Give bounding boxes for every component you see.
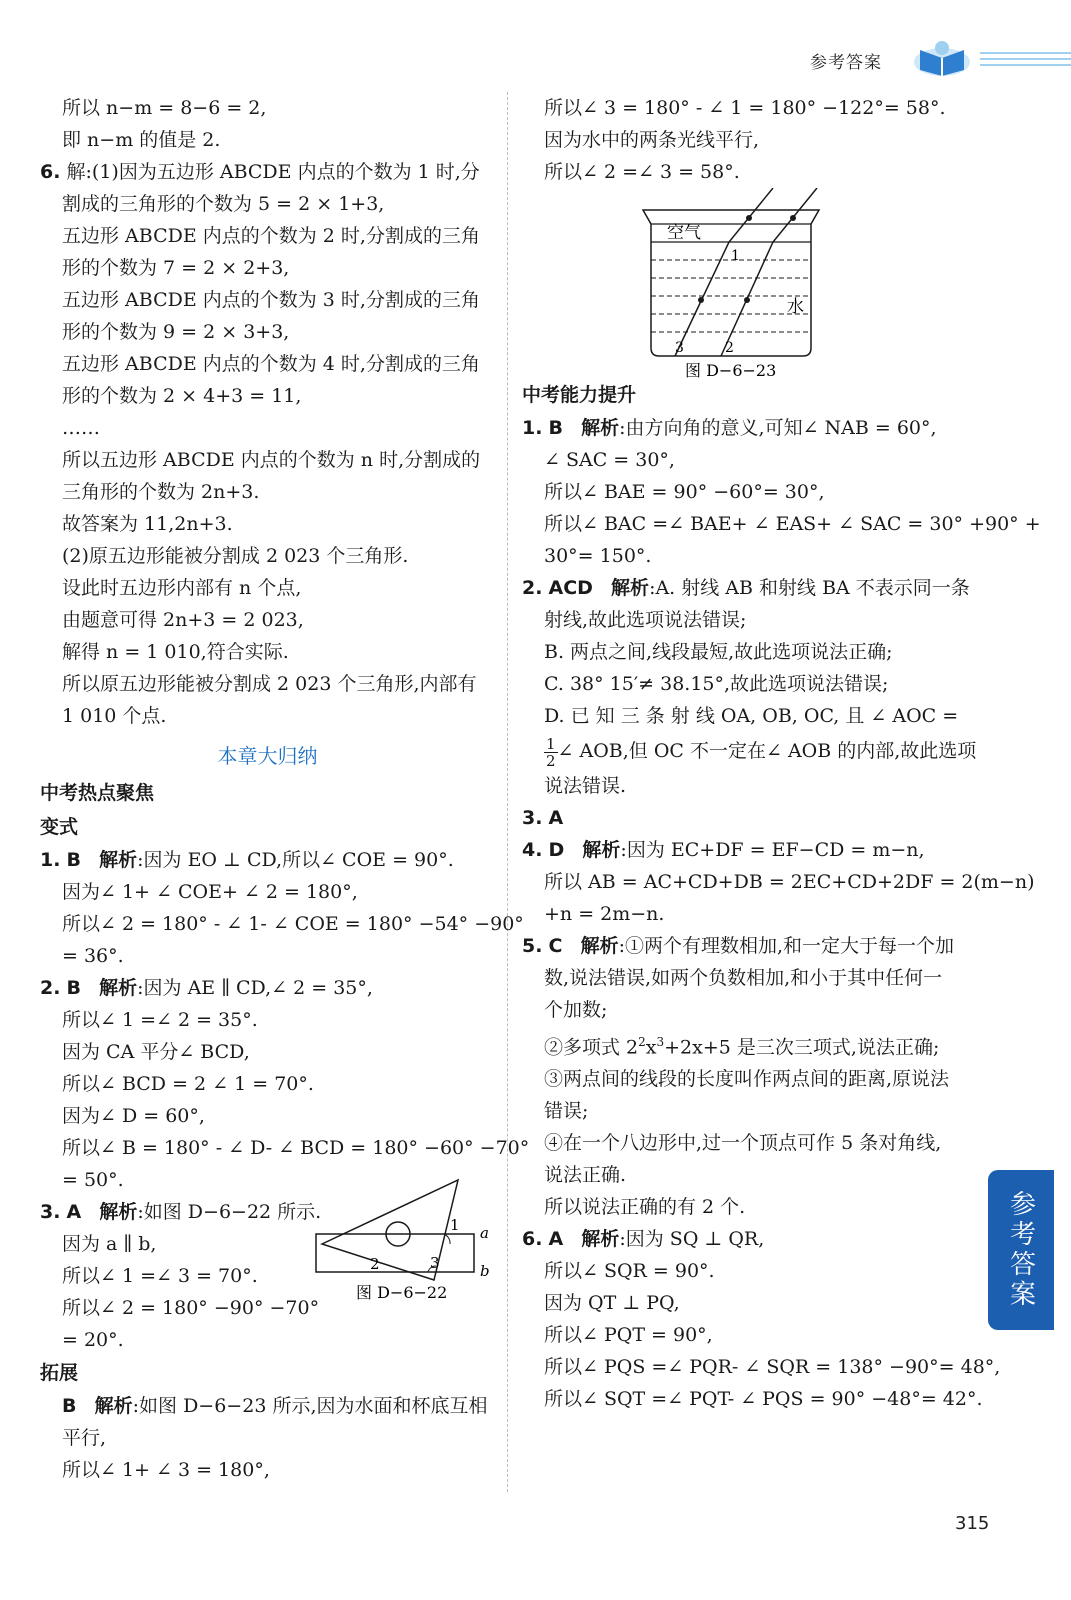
section-heading: 拓展 [40,1362,79,1384]
text-line: 五边形 ABCDE 内点的个数为 3 时,分割成的三角 [62,289,480,311]
text-line: …… [62,417,100,439]
text-line: :A. 射线 AB 和射线 BA 不表示同一条 [649,577,970,599]
text-line: 射线,故此选项说法错误; [544,609,747,631]
text-line: 解:(1)因为五边形 ABCDE 内点的个数为 1 时,分 [66,161,480,183]
text-line: 所以∠ 2 =∠ 3 = 58°. [544,161,740,183]
header-title: 参考答案 [810,53,882,73]
text-line: 由题意可得 2n+3 = 2 023, [62,609,304,631]
text-line: 即 n−m 的值是 2. [62,129,221,151]
question-number: 1. [522,417,543,439]
text-line: 所以原五边形能被分割成 2 023 个三角形,内部有 [62,673,477,695]
figure-caption: 图 D−6−22 [356,1283,448,1302]
analysis-label: 解析 [580,935,619,957]
chapter-title: 本章大归纳 [217,744,318,768]
text-line: 因为∠ D = 60°, [62,1105,205,1127]
text-line: 数,说法错误,如两个负数相加,和小于其中任何一 [544,967,943,989]
analysis-label: 解析 [94,1395,133,1417]
angle-label-1: 1 [731,248,740,264]
text-line: ∠ AOB,但 OC 不一定在∠ AOB 的内部,故此选项 [557,740,977,762]
text-line: 平行, [62,1427,107,1449]
text-line: 所以∠ 1 =∠ 2 = 35°. [62,1009,258,1031]
analysis-label: 解析 [99,977,138,999]
answer: A [548,807,564,829]
column-divider [507,92,508,1492]
text-line: 因为 CA 平分∠ BCD, [62,1041,250,1063]
text-line: 形的个数为 7 = 2 × 2+3, [62,257,290,279]
question-3-block [40,1196,495,1356]
fraction-denominator: 2 [546,751,556,770]
text-line: 所以∠ PQS =∠ PQR- ∠ SQR = 138° −90°= 48°, [544,1356,1001,1379]
analysis-label: 解析 [99,849,138,871]
figure-d-6-23-wrap [522,188,992,378]
text-line: 所以说法正确的有 2 个. [544,1196,746,1219]
text-line: 所以∠ BAE = 90° −60°= 30°, [544,481,825,503]
line-label-a: a [480,1224,489,1242]
text-line: D. 已 知 三 条 射 线 OA, OB, OC, 且 ∠ AOC = [544,705,959,727]
answer: C [548,935,563,957]
answer: B [548,417,563,439]
side-tab[interactable]: 参考答案 [988,1170,1054,1330]
figure-d-6-22 [310,1172,500,1322]
variable: x [645,1036,657,1059]
text-line: 所以∠ 3 = 180° - ∠ 1 = 180° −122°= 58°. [544,97,946,119]
text-line: = 50°. [62,1169,124,1191]
analysis-label: 解析 [611,577,650,599]
text-line: +2x+5 是三次三项式,说法正确; [664,1036,940,1059]
text-line: 因为水中的两条光线平行, [544,129,760,151]
text-line: :①两个有理数相加,和一定大于每一个加 [618,935,955,957]
text-line: 设此时五边形内部有 n 个点, [62,577,302,599]
answer: A [548,1228,564,1251]
text-line: C. 38° 15′≠ 38.15°,故此选项说法错误; [544,673,889,695]
text-line: 1 010 个点. [62,705,167,727]
text-line: 故答案为 11,2n+3. [62,513,233,535]
text-line: 割成的三角形的个数为 5 = 2 × 1+3, [62,193,385,215]
text-line: 五边形 ABCDE 内点的个数为 2 时,分割成的三角 [62,225,480,247]
text-line: (2)原五边形能被分割成 2 023 个三角形. [62,545,409,567]
text-line: 所以∠ 2 = 180° - ∠ 1- ∠ COE = 180° −54° −90° [62,913,524,935]
text-line: 所以∠ 1+ ∠ 3 = 180°, [62,1459,270,1481]
question-number: 6. [522,1228,543,1251]
text-line: 所以∠ 1 =∠ 3 = 70°. [62,1265,258,1287]
question-number: 4. [522,839,543,861]
question-number: 6. [40,161,61,183]
question-number: 3. [522,807,543,829]
answer: A [66,1201,82,1223]
text-line: ④在一个八边形中,过一个顶点可作 5 条对角线, [544,1132,942,1155]
left-column [40,92,530,1486]
angle-label-2: 2 [370,1255,380,1273]
header-decoration [980,52,1071,70]
page-header [780,36,1071,86]
book-icon [910,36,974,78]
fraction-numerator: 1 [546,734,556,753]
text-line: 因为 QT ⊥ PQ, [544,1292,680,1315]
text-line: :因为 AE ∥ CD,∠ 2 = 35°, [137,977,373,999]
text-line: 形的个数为 9 = 2 × 3+3, [62,321,290,343]
figure-caption: 图 D−6−23 [685,361,777,378]
figure-d-6-23 [637,188,837,378]
text-line: 五边形 ABCDE 内点的个数为 4 时,分割成的三角 [62,353,480,375]
text-line: 所以 n−m = 8−6 = 2, [62,97,267,119]
answer: B [62,1395,77,1417]
text-line: 所以∠ BAC =∠ BAE+ ∠ EAS+ ∠ SAC = 30° +90° + [544,513,1041,535]
text-line: 所以∠ BCD = 2 ∠ 1 = 70°. [62,1073,314,1095]
text-line: = 20°. [62,1329,124,1351]
question-number: 2. [40,977,61,999]
text-line: 错误; [544,1100,589,1123]
angle-label-3: 3 [675,340,684,356]
air-label: 空气 [667,223,701,243]
text-line: 形的个数为 2 × 4+3 = 11, [62,385,302,407]
page-number: 315 [955,1513,990,1534]
answer: D [548,839,565,861]
analysis-label: 解析 [99,1201,138,1223]
text-line: ③两点间的线段的长度叫作两点间的距离,原说法 [544,1068,950,1091]
text-line: = 36°. [62,945,124,967]
question-number: 2. [522,577,543,599]
text-line: :因为 EO ⊥ CD,所以∠ COE = 90°. [137,849,454,871]
text-line: 个加数; [544,999,608,1021]
text-line: :因为 SQ ⊥ QR, [619,1228,765,1251]
text-line: ②多项式 2 [544,1036,639,1059]
section-heading: 中考热点聚焦 [40,782,155,804]
text-line: 所以∠ PQT = 90°, [544,1324,713,1347]
text-line: 因为∠ 1+ ∠ COE+ ∠ 2 = 180°, [62,881,358,903]
text-line: +n = 2m−n. [544,903,665,925]
answer: B [66,849,81,871]
fraction-one-half [544,736,558,769]
text-line: :因为 EC+DF = EF−CD = m−n, [620,839,925,861]
exponent: 3 [656,1035,665,1049]
text-line: 说法正确. [544,1164,627,1187]
text-line: 因为 a ∥ b, [62,1233,157,1255]
text-line: 30°= 150°. [544,545,652,567]
angle-label-2: 2 [725,340,734,356]
text-line: 所以∠ 2 = 180° −90° −70° [62,1297,320,1319]
text-line: 所以 AB = AC+CD+DB = 2EC+CD+2DF = 2(m−n) [544,871,1035,893]
text-line: 所以∠ B = 180° - ∠ D- ∠ BCD = 180° −60° −70° [62,1137,530,1159]
answer: ACD [548,577,593,599]
text-line: 三角形的个数为 2n+3. [62,481,260,503]
analysis-label: 解析 [582,839,621,861]
section-heading: 变式 [40,816,79,838]
answer: B [66,977,81,999]
angle-label-3: 3 [430,1254,440,1272]
text-line: B. 两点之间,线段最短,故此选项说法正确; [544,641,893,663]
text-line: :如图 D−6−22 所示. [137,1201,322,1223]
question-number: 3. [40,1201,61,1223]
water-label: 水 [787,297,804,317]
text-line: 解得 n = 1 010,符合实际. [62,641,289,663]
question-number: 1. [40,849,61,871]
text-line: :由方向角的意义,可知∠ NAB = 60°, [619,417,937,439]
angle-label-1: 1 [450,1216,460,1234]
exponent: 2 [638,1035,646,1049]
text-line: :如图 D−6−23 所示,因为水面和杯底互相 [132,1395,488,1417]
text-line: 所以五边形 ABCDE 内点的个数为 n 时,分割成的 [62,449,481,471]
text-line: 所以∠ SQT =∠ PQT- ∠ PQS = 90° −48°= 42°. [544,1388,983,1411]
text-line: 说法错误. [544,775,627,797]
analysis-label: 解析 [581,417,620,439]
text-line: 所以∠ SQR = 90°. [544,1260,715,1283]
text-line: ∠ SAC = 30°, [544,449,675,471]
line-label-b: b [480,1262,490,1280]
question-number: 5. [522,935,543,957]
section-heading: 中考能力提升 [522,384,637,406]
analysis-label: 解析 [581,1228,620,1251]
